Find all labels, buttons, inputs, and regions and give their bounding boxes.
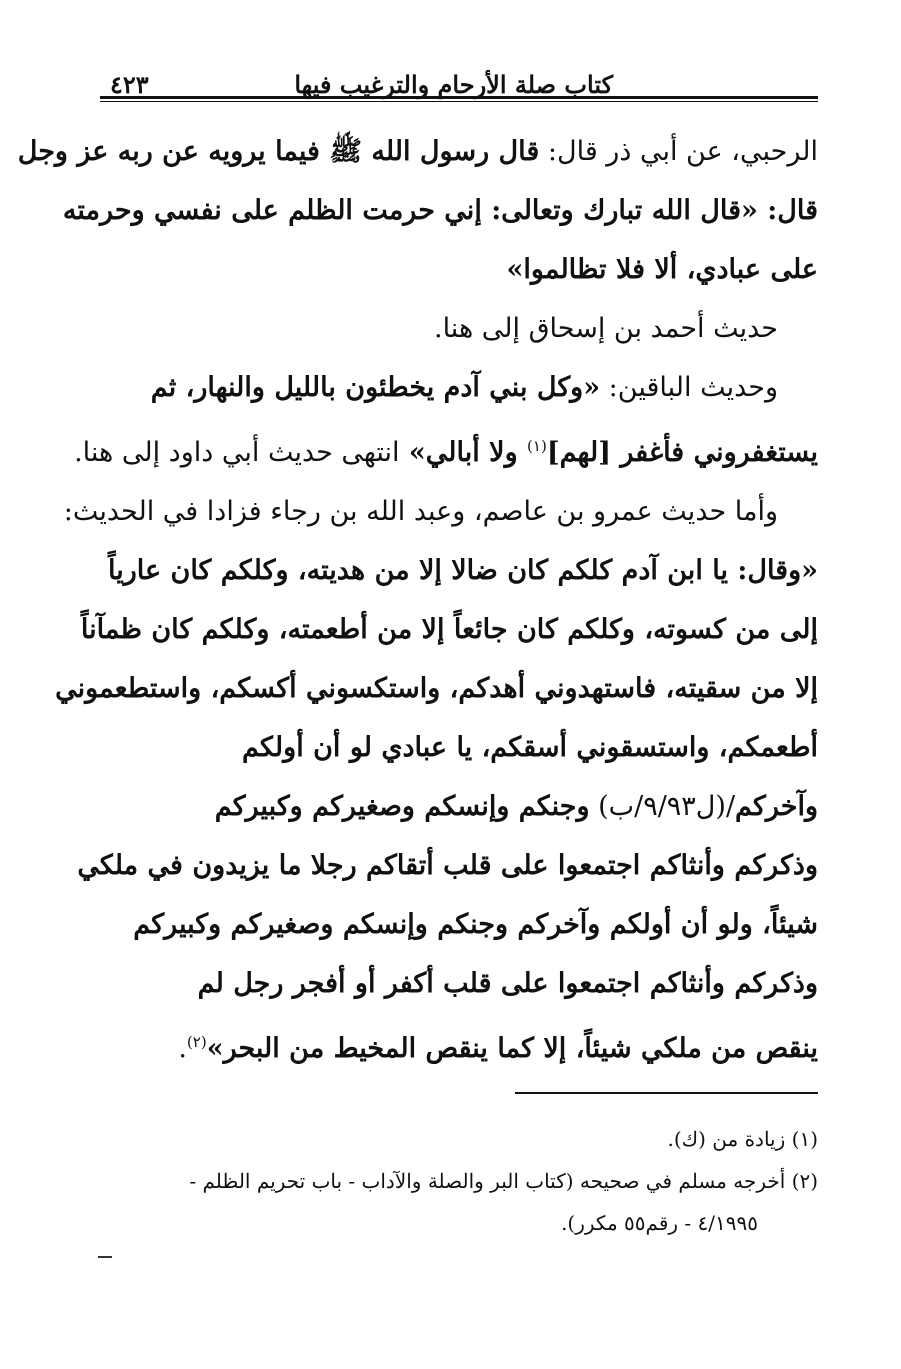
page-number: ٤٢٣ xyxy=(110,70,149,99)
hadith-line: وذكركم وأنثاكم اجتمعوا على قلب أكفر أو أفجر رجل لم xyxy=(197,968,818,999)
hadith-text: ينقص من ملكي شيئاً، إلا كما ينقص المخيط من البحر» xyxy=(206,1033,818,1064)
hadith-text: ولا أبالي» xyxy=(399,437,528,468)
footnote-2-continued: ٤/١٩٩٥ - رقم٥٥ مكرر). xyxy=(561,1211,758,1235)
hadith-line: قال: «قال الله تبارك وتعالى: إني حرمت الظلم على نفسي وحرمته xyxy=(62,195,818,226)
hadith-text: يستغفروني فأغفر [لهم] xyxy=(546,437,818,468)
running-title: كتاب صلة الأرحام والترغيب فيها xyxy=(294,70,613,99)
manuscript-ref: /(ل٩/٩٣/ب) xyxy=(589,791,736,822)
text-line xyxy=(17,122,818,181)
main-text xyxy=(17,122,818,1078)
hadith-line: على عبادي، ألا فلا تظالموا» xyxy=(506,254,818,285)
hadith-line: «وقال: يا ابن آدم كلكم كان ضالا إلا من هديته، وكلكم كان عارياً xyxy=(107,555,818,586)
text-line: حديث أحمد بن إسحاق إلى هنا. xyxy=(434,313,778,344)
text-span: وحديث الباقين: xyxy=(600,372,778,403)
text-span: انتهى حديث أبي داود إلى هنا. xyxy=(74,437,400,468)
hadith-line: أطعمكم، واستسقوني أسقكم، يا عبادي لو أن أولكم xyxy=(242,732,818,763)
page-header xyxy=(100,62,818,102)
text-span: . xyxy=(178,1033,187,1064)
text-line xyxy=(100,1013,818,1078)
hadith-text: وآخركم xyxy=(735,791,818,822)
text-span: الرحبي، عن أبي ذر قال: xyxy=(539,136,818,167)
hadith-text: قال رسول الله ﷺ فيما يرويه عن ربه عز وجل xyxy=(17,136,540,167)
hadith-text: «وكل بني آدم يخطئون بالليل والنهار، ثم xyxy=(150,372,601,403)
hadith-line: وذكركم وأنثاكم اجتمعوا على قلب أتقاكم رجلا ما يزيدون في ملكي xyxy=(77,850,818,881)
text-line xyxy=(100,777,818,836)
footnote-ref-1[interactable]: (١) xyxy=(527,437,547,455)
text-line xyxy=(100,358,818,417)
hadith-line: إلى من كسوته، وكلكم كان جائعاً إلا من أطعمته، وكلكم كان ظمآناً xyxy=(80,614,818,645)
footnotes xyxy=(100,1118,818,1244)
footnote-2: (٢) أخرجه مسلم في صحيحه (كتاب البر والصلة والآداب - باب تحريم الظلم - xyxy=(189,1169,818,1193)
text-line: وأما حديث عمرو بن عاصم، وعبد الله بن رجاء فزادا في الحديث: xyxy=(63,496,778,527)
hadith-text: وجنكم وإنسكم وصغيركم وكبيركم xyxy=(214,791,590,822)
footnote-ref-2[interactable]: (٢) xyxy=(186,1033,207,1051)
hadith-line: شيئاً، ولو أن أولكم وآخركم وجنكم وإنسكم وصغيركم وكبيركم xyxy=(133,909,818,940)
margin-mark xyxy=(98,1256,112,1258)
footnote-divider xyxy=(515,1092,818,1094)
hadith-line: إلا من سقيته، فاستهدوني أهدكم، واستكسوني أكسكم، واستطعموني xyxy=(55,673,818,704)
header-rule xyxy=(100,96,818,102)
text-line xyxy=(74,417,818,482)
footnote-1: (١) زيادة من (ك). xyxy=(667,1127,818,1151)
